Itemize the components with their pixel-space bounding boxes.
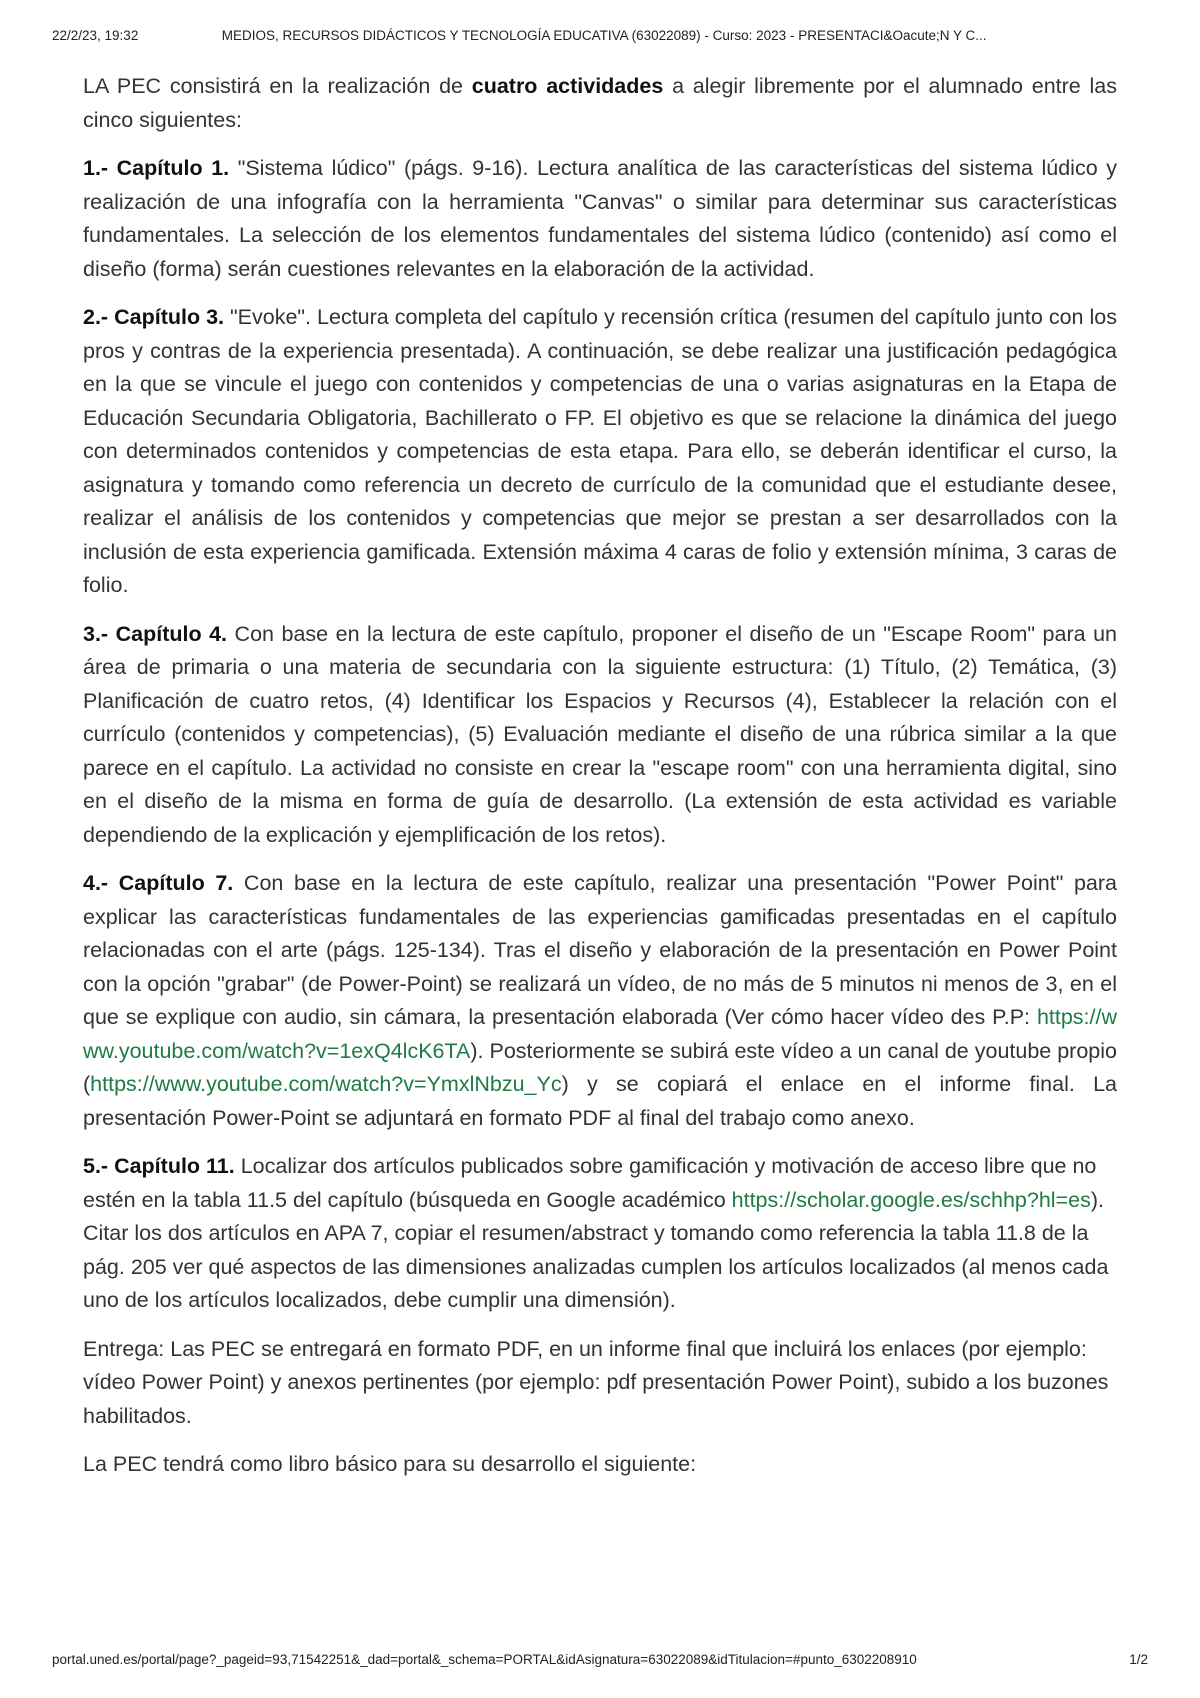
intro-bold: cuatro actividades bbox=[471, 74, 664, 98]
activity-1 bbox=[83, 152, 1117, 286]
activity-2-text: "Evoke". Lectura completa del capítulo y recensión crítica (resumen del capítulo junto con los pros y contras de la experiencia presentada). A continuación, se debe realizar una justificación pedagógica en la que se vincule el juego con contenidos y competencias de una o varias asignaturas en la Etapa de Educación Secundaria Obligatoria, Bachillerato o FP. El objetivo es que se relacione la dinámica del juego con determinados contenidos y competencias de esta etapa. Para ello, se deberán identificar el curso, la asignatura y tomando como referencia un decreto de currículo de la comunidad que el estudiante desee, realizar el análisis de los contenidos y competencias que mejor se prestan a ser desarrollados con la inclusión de esta experiencia gamificada. Extensión máxima 4 caras de folio y extensión mínima, 3 caras de folio. bbox=[83, 305, 1117, 597]
activity-1-text: "Sistema lúdico" (págs. 9-16). Lectura analítica de las características del sistema lúdico y realización de una infografía con la herramienta "Canvas" o similar para determinar sus características fundamentales. La selección de los elementos fundamentales del sistema lúdico (contenido) así como el diseño (forma) serán cuestiones relevantes en la elaboración de la actividad. bbox=[83, 156, 1117, 281]
google-scholar-link[interactable]: https://scholar.google.es/schhp?hl=es bbox=[731, 1187, 1091, 1212]
intro-paragraph bbox=[83, 70, 1117, 137]
activity-4-text-2: ). Posteriormente se subirá este vídeo a un canal de youtube propio ( bbox=[83, 1038, 1117, 1096]
youtube-tutorial-link[interactable]: https://www.youtube.com/watch?v=1exQ4lcK6TA bbox=[83, 1005, 1117, 1063]
activity-4-text-1: Con base en la lectura de este capítulo, realizar una presentación "Power Point" para explicar las características fundamentales de las experiencias gamificadas presentadas en el capítulo relacionadas con el arte (págs. 125-134). Tras el diseño y elaboración de la presentación en Power Point con la opción "grabar" (de Power-Point) se realizará un vídeo, de no más de 5 minutos ni menos de 3, en el que se explique con audio, sin cámara, la presentación elaborada (Ver cómo hacer vídeo des P.P: bbox=[83, 871, 1117, 1029]
print-datetime: 22/2/23, 19:32 bbox=[52, 28, 139, 43]
intro-text-before: LA PEC consistirá en la realización de bbox=[83, 74, 472, 98]
activity-2 bbox=[83, 301, 1117, 603]
intro-text-after: a alegir libremente por el alumnado entre las cinco siguientes: bbox=[83, 74, 1117, 132]
activity-4-heading: 4.- Capítulo 7. bbox=[83, 871, 234, 895]
youtube-channel-link[interactable]: https://www.youtube.com/watch?v=YmxlNbzu_Yc bbox=[90, 1072, 562, 1096]
page-number: 1/2 bbox=[1129, 1652, 1148, 1667]
activity-5-heading: 5.- Capítulo 11. bbox=[83, 1154, 235, 1178]
delivery-paragraph: Entrega: Las PEC se entregará en formato PDF, en un informe final que incluirá los enlaces (por ejemplo: vídeo Power Point) y anexos pertinentes (por ejemplo: pdf presentación Power Point), subido a los buzones habilitados. bbox=[83, 1336, 1109, 1428]
activity-5 bbox=[83, 1150, 1117, 1318]
print-header bbox=[52, 28, 1148, 43]
document-body bbox=[83, 70, 1117, 1497]
activity-5-text-1: Localizar dos artículos publicados sobre gamificación y motivación de acceso libre que no estén en la tabla 11.5 del capítulo (búsqueda en Google académico bbox=[83, 1154, 1097, 1212]
activity-4 bbox=[83, 867, 1117, 1135]
activity-1-heading: 1.- Capítulo 1. bbox=[83, 156, 230, 180]
print-url: portal.uned.es/portal/page?_pageid=93,71542251&_dad=portal&_schema=PORTAL&idAsignatura=63022089&idTitulacion=#punto_6302208910 bbox=[52, 1652, 917, 1667]
activity-2-heading: 2.- Capítulo 3. bbox=[83, 305, 225, 329]
activity-3 bbox=[83, 618, 1117, 853]
activity-5-text-2: ). Citar los dos artículos en APA 7, copiar el resumen/abstract y tomando como referencia la tabla 11.8 de la pág. 205 ver qué aspectos de las dimensiones analizadas cumplen los artículos localizados (al menos cada uno de los artículos localizados, debe cumplir una dimensión). bbox=[83, 1187, 1109, 1312]
print-footer bbox=[52, 1652, 1148, 1667]
print-page-title: MEDIOS, RECURSOS DIDÁCTICOS Y TECNOLOGÍA EDUCATIVA (63022089) - Curso: 2023 - PRESENTACI&Oacute;N Y C... bbox=[221, 28, 987, 43]
book-intro-paragraph: La PEC tendrá como libro básico para su desarrollo el siguiente: bbox=[83, 1452, 697, 1476]
activity-4-text-3: ) y se copiará el enlace en el informe final. La presentación Power-Point se adjuntará en formato PDF al final del trabajo como anexo. bbox=[83, 1072, 1117, 1130]
activity-3-heading: 3.- Capítulo 4. bbox=[83, 621, 228, 646]
activity-3-text: Con base en la lectura de este capítulo, proponer el diseño de un "Escape Room" para un área de primaria o una materia de secundaria con la siguiente estructura: (1) Título, (2) Temática, (3) Planificación de cuatro retos, (4) Identificar los Espacios y Recursos (4), Establecer la relación con el currículo (contenidos y competencias), (5) Evaluación mediante el diseño de una rúbrica similar a la que parece en el capítulo. La actividad no consiste en crear la "escape room" con una herramienta digital, sino en el diseño de la misma en forma de guía de desarrollo. (La extensión de esta actividad es variable dependiendo de la explicación y ejemplificación de los retos). bbox=[83, 621, 1117, 847]
